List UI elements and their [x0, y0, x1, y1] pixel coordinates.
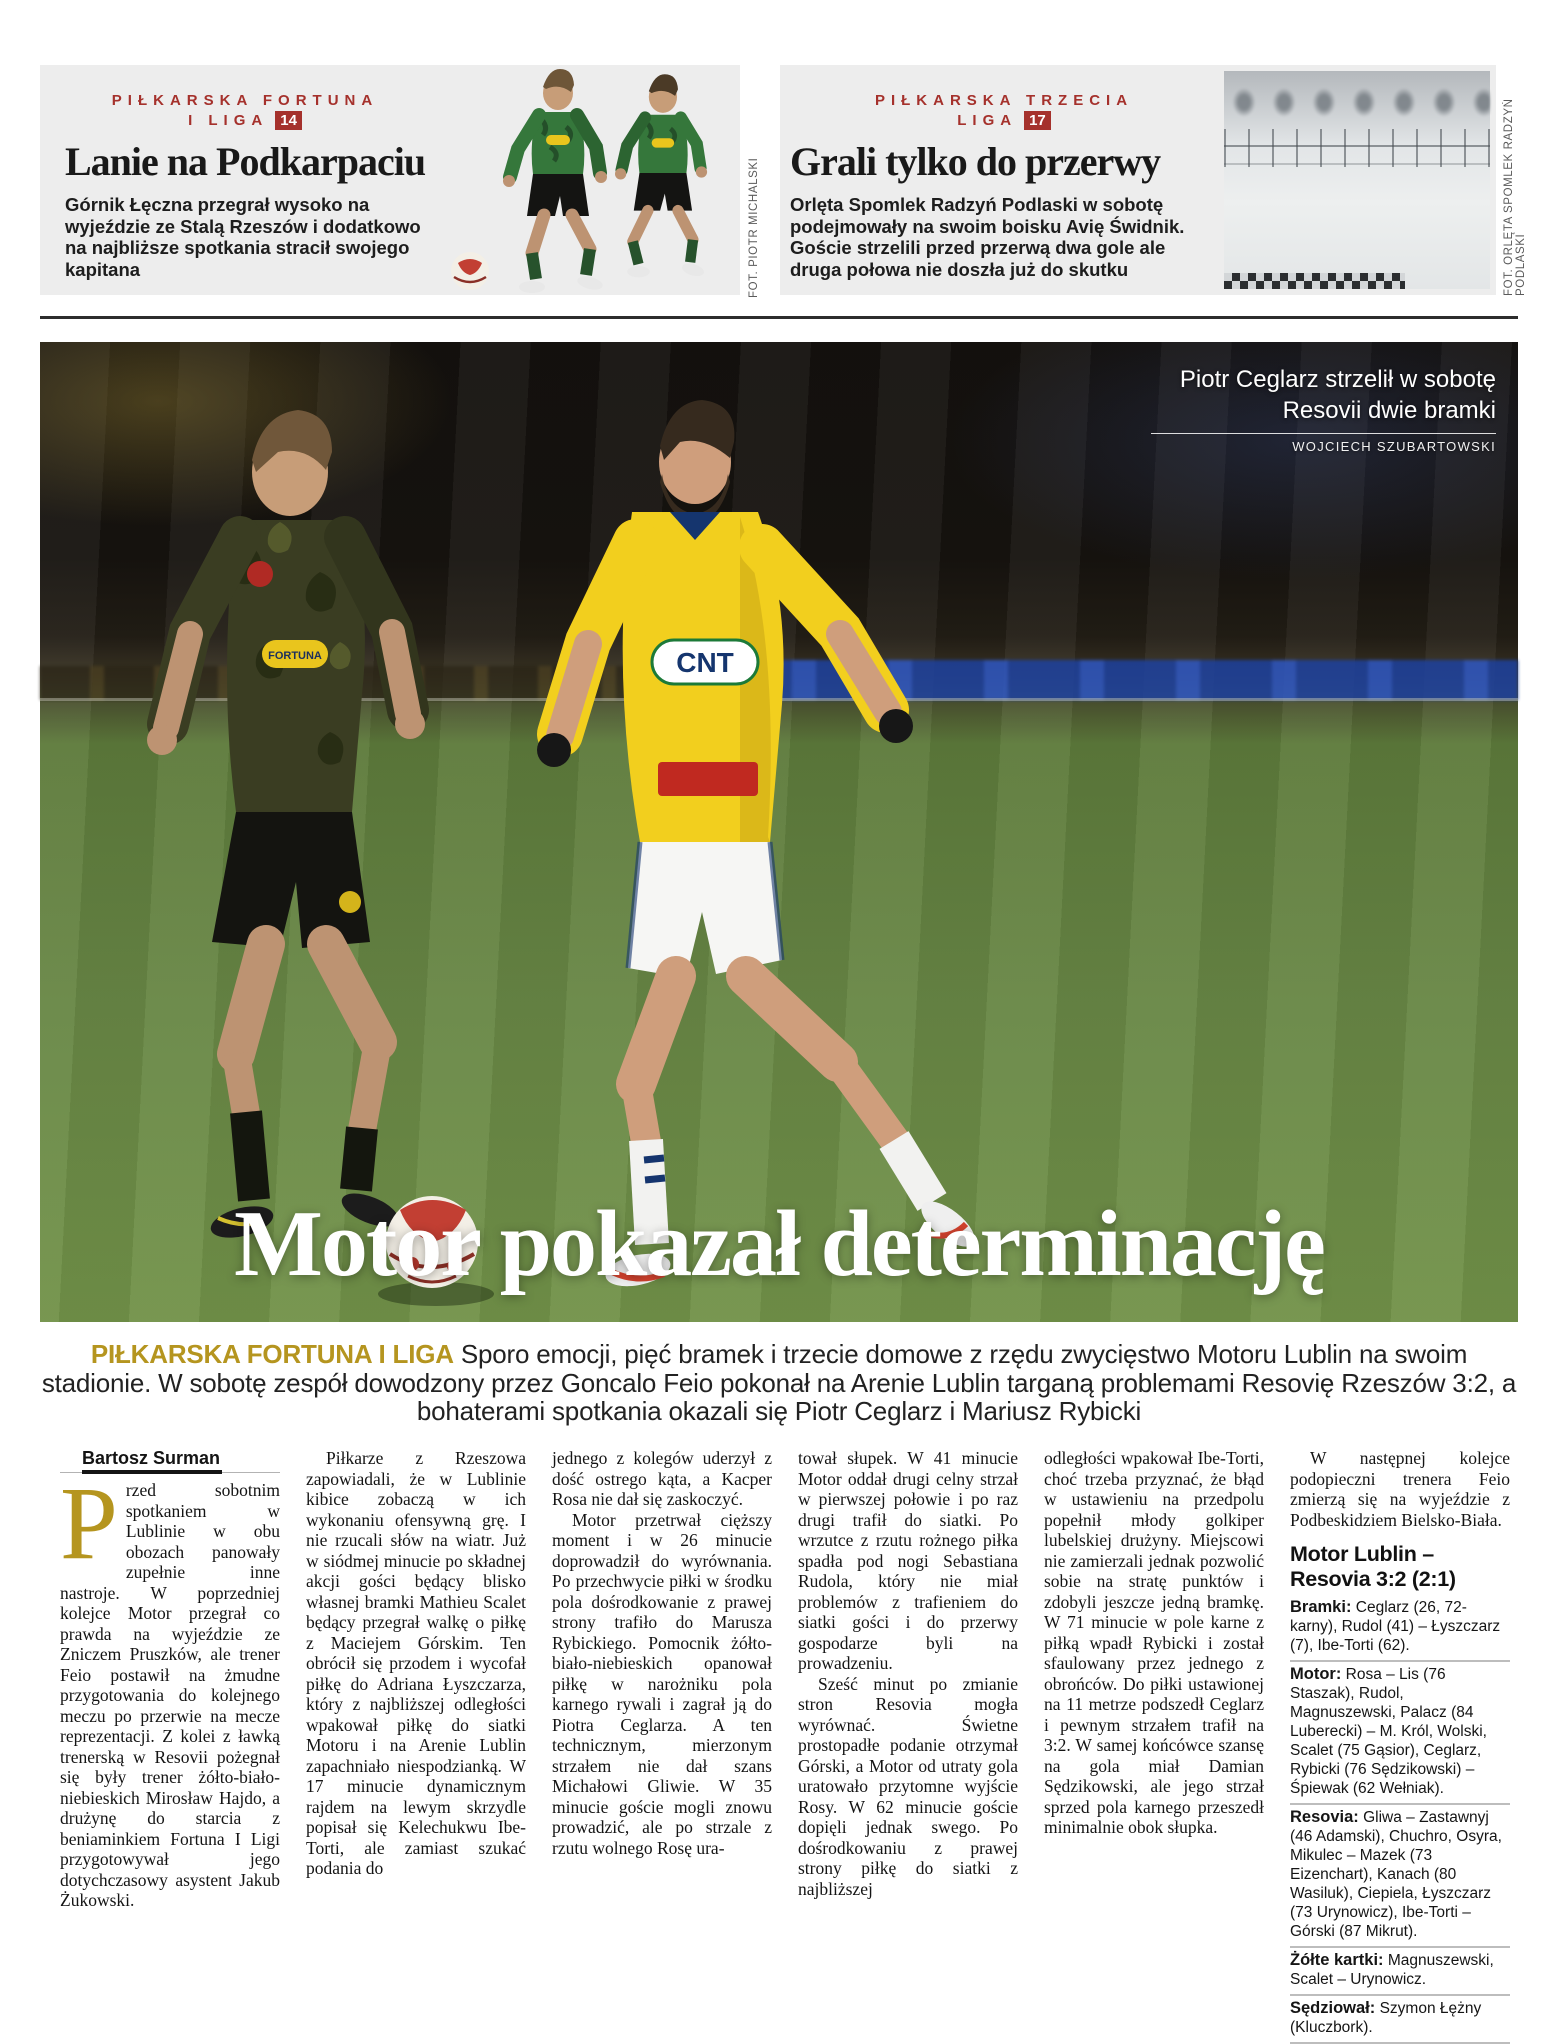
caption-text: Piotr Ceglarz strzelił w sobotę Resovii dwie bramki: [1179, 366, 1496, 424]
article-column-2: [306, 1448, 526, 2044]
article-paragraph: Motor przetrwał cięższy moment i w 26 minucie doprowadził do wyrównania. Po przechwycie piłki w środku pola dośrodkowanie z prawej strony trafiło do Marusza Rybickiego. Pomocnik żółto-biało-niebieskich opanował piłkę w narożniku pola karnego rywali i zagrał ją do Piotra Ceglarza. A ten technicznym, mierzonym strzałem nie dał szans Michałowi Gliwie. W 35 minucie goście mogli znowu prowadzić, ale po strzale z rzutu wolnego Rosę ura-: [552, 1509, 772, 1858]
fortuna-patch-label: FORTUNA: [268, 650, 322, 662]
match-stat-entry: Żółte kartki: Magnuszewski, Scalet – Urynowicz.: [1290, 1948, 1510, 1996]
article-paragraph: W następnej kolejce podopieczni trenera Feio zmierzą się na wyjeździe z Podbeskidziem Bielsko-Biała.: [1290, 1448, 1510, 1530]
match-stat-label: Bramki:: [1290, 1598, 1352, 1616]
teaser-right-kicker: [790, 91, 1218, 131]
article-columns: [60, 1448, 1510, 2036]
article-column-5: [1044, 1448, 1264, 2044]
teaser-left-summary: Górnik Łęczna przegrał wysoko na wyjeździe ze Stalą Rzeszów i dodatkowo na najbliższe spotkania stracił swojego kapitana: [65, 194, 421, 280]
kicker-line: I LIGA: [188, 112, 269, 129]
trees-row: [1224, 77, 1490, 123]
green-player-figure: [503, 69, 607, 293]
snow-pitch-photo: [1224, 71, 1490, 289]
article-column-3: [552, 1448, 772, 2044]
lead-kicker: PIŁKARSKA FORTUNA I LIGA: [90, 1339, 454, 1369]
article-paragraph: Przed sobotnim spotkaniem w Lublinie w obu obozach panowały zupełnie inne nastroje. W poprzedniej kolejce Motor przegrał co prawda na wyjeździe ze Zniczem Pruszków, ale trener Feio postawił na żmudne przygotowania do kolejnego meczu po przerwie na mecze reprezentacji. Z kolei z ławką trenerską w Resovii pożegnał się były trener żółto-biało-niebieskich Mirosław Hajdo, a drużynę do starcia z beniaminkiem Fortuna I Ligi przygotowywał jego dotychczasowy asystent Jakub Żukowski.: [60, 1466, 280, 1910]
page-number-badge: 17: [1024, 111, 1051, 130]
pitch-fence: [1224, 129, 1490, 167]
match-stat-label: Żółte kartki:: [1290, 1951, 1384, 1969]
match-stat-entry: Motor: Rosa – Lis (76 Staszak), Rudol, Magnuszewski, Palacz (84 Luberecki) – M. Król, Wolski, Scalet (75 Gąsior), Ceglarz, Rybicki (76 Sędzikowski) – Śpiewak (62 Wełniak).: [1290, 1662, 1510, 1805]
article-paragraph: jednego z kolegów uderzył z dość ostrego kąta, a Kacper Rosa nie dał się zaskoczyć.: [552, 1448, 772, 1509]
teaser-left-players-photo: [440, 57, 740, 297]
kicker-line: PIŁKARSKA FORTUNA: [111, 92, 379, 109]
byline: Bartosz Surman: [82, 1448, 222, 1474]
match-stat-label: Resovia:: [1290, 1808, 1359, 1826]
yellow-kit-player-figure: [537, 400, 982, 1292]
dark-kit-player-figure: [147, 410, 425, 1243]
drop-cap: P: [60, 1466, 118, 1581]
match-stat-label: Motor:: [1290, 1665, 1342, 1683]
match-result-title: Motor Lublin – Resovia 3:2 (2:1): [1290, 1542, 1456, 1591]
photo-caption: [1096, 364, 1496, 454]
lead-text: Sporo emocji, pięć bramek i trzecie domowe z rzędu zwycięstwo Motoru Lublin na swoim stadionie. W sobotę zespół dowodzony przez Goncalo Feio pokonał na Arenie Lublin targaną problemami Resovię Rzeszów 3:2, a bohaterami spotkania okazali się Piotr Ceglarz i Mariusz Rybicki: [41, 1339, 1517, 1426]
teaser-left-headline: Lanie na Podkarpaciu: [65, 139, 426, 184]
match-stat-label: Sędziował:: [1290, 1999, 1376, 2017]
match-stat-entry: Resovia: Gliwa – Zastawnyj (46 Adamski), Chuchro, Osyra, Mikulec – Mazek (73 Eizenchart), Kanach (80 Wasiluk), Ciepiela, Łyszczarz (73 Urynowicz), Ibe-Torti – Górski (87 Mikrut).: [1290, 1805, 1510, 1948]
article-paragraph: Sześć minut po zmianie stron Resovia mogła wyrównać. Świetne prostopadłe podanie otrzymał Górski, a Motor od utraty gola uratowało przytomne wyjście Rosy. W 62 minucie goście dopięli jednak swego. Po dośrodkowaniu z prawej strony piłkę do siatki z najbliższej: [798, 1673, 1018, 1899]
page-number-badge: 14: [275, 111, 302, 130]
kicker-line: PIŁKARSKA TRZECIA: [874, 92, 1134, 109]
photo-credit-vertical: FOT. ORLĘTA SPOMLEK RADZYŃ PODLASKI: [1503, 98, 1527, 296]
article-column-4: [798, 1448, 1018, 2044]
photo-credit-vertical: FOT. PIOTR MICHALSKI: [748, 157, 760, 298]
article-paragraph: tował słupek. W 41 minucie Motor oddał drugi celny strzał w pierwszej połowie i po raz drugi trafił do siatki. Po wrzutce z rzutu rożnego piłka spadła pod nogi Sebastiana Rudola, który nie miał problemów z trafieniem do siatki gości i do przerwy gospodarze byli na prowadzeniu.: [798, 1448, 1018, 1673]
main-headline: Motor pokazał determinację: [234, 1192, 1324, 1296]
checkered-banner: [1224, 273, 1405, 289]
match-stats-box: [1290, 1542, 1510, 2044]
teaser-right: [780, 65, 1496, 295]
lead-paragraph: [40, 1340, 1518, 1426]
article-paragraph: odległości wpakował Ibe-Torti, choć trzeba przyznać, że błąd w ustawieniu na przedpolu popełnił młody golkiper lubelskiej drużyny. Miejscowi nie zamierzali jednak pozwolić sobie na stratę punktów i zdobyli jeszcze jedną bramkę. W 71 minucie w pole karne z piłką wpadł Rybicki i został sfaulowany przez jednego z obrońców. Do piłki ustawionej na 11 metrze podszedł Ceglarz i pewnym strzałem trafił na 3:2. W samej końcówce szansę na gola miał Damian Sędzikowski, ale jego strzał sprzed pola karnego przeszedł minimalnie obok słupka.: [1044, 1448, 1264, 1837]
green-player-figure: [615, 74, 707, 278]
players-illustration: [40, 342, 1518, 1322]
teaser-right-headline: Grali tylko do przerwy: [790, 139, 1161, 184]
teaser-left: [40, 65, 740, 295]
main-photo: [40, 342, 1518, 1322]
section-divider: [40, 316, 1518, 319]
teaser-left-kicker: [65, 91, 425, 131]
article-column-6: [1290, 1448, 1510, 2044]
kicker-line: LIGA: [957, 112, 1018, 129]
byline-rule: [60, 1448, 280, 1473]
match-stat-entry: Sędziował: Szymon Łężny (Kluczbork).: [1290, 1996, 1510, 2044]
match-stat-entry: Bramki: Ceglarz (26, 72-karny), Rudol (41) – Łyszczarz (7), Ibe-Torti (62).: [1290, 1595, 1510, 1662]
article-paragraph: Piłkarze z Rzeszowa zapowiadali, że w Lublinie kibice zobaczą w ich wykonaniu ofensywną grę. I nie rzucali słów na wiatr. Już w siódmej minucie po składnej akcji gości będący blisko własnej bramki Mathieu Scalet będący przegrał walkę o piłkę z Maciejem Górskim. Ten obrócił się przodem i wycofał piłkę do Adriana Łyszczarza, który z najbliższej odległości wpakował piłkę do siatki Motoru i na Arenie Lublin zapachniało niespodzianką. W 17 minucie dynamicznym rajdem na lewym skrzydle popisał się Kelechukwu Ibe-Torti, ale zamiast szukać podania do: [306, 1448, 526, 1878]
photo-credit: WOJCIECH SZUBARTOWSKI: [1292, 439, 1496, 454]
football-icon: [451, 252, 489, 290]
caption-divider: [1151, 433, 1496, 434]
shirt-sponsor-label: CNT: [676, 647, 734, 678]
teaser-right-summary: Orlęta Spomlek Radzyń Podlaski w sobotę podejmowały na swoim boisku Avię Świdnik. Goście strzelili przed przerwą dwa gole ale druga połowa nie doszła już do skutku: [790, 194, 1185, 280]
article-column-1: [60, 1448, 280, 2044]
